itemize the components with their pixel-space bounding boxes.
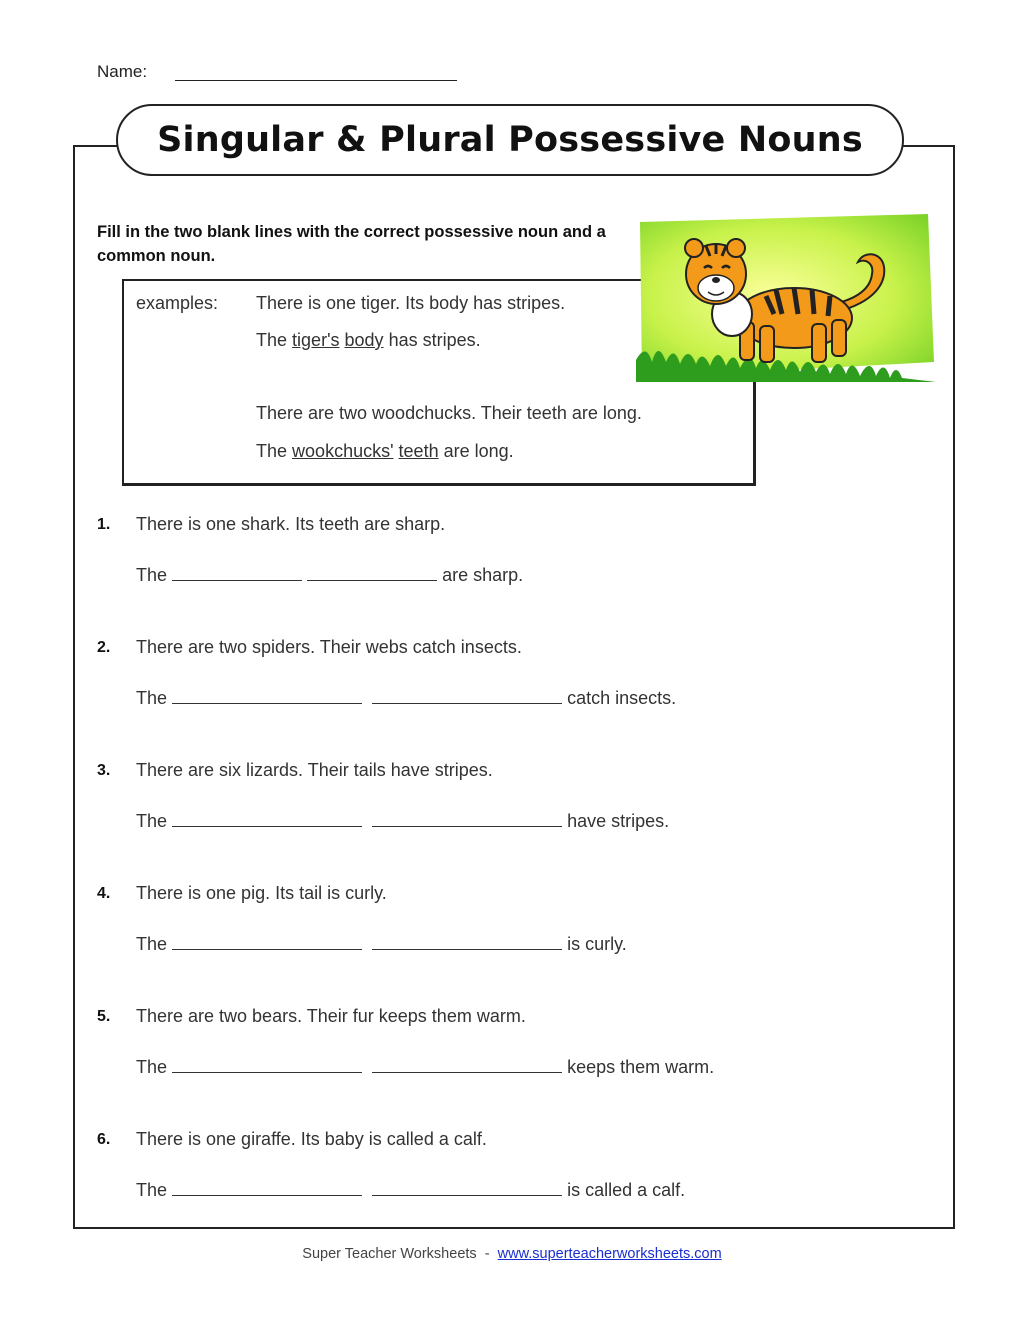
question-number: 2.: [97, 639, 111, 656]
question-sentence: There are two bears. Their fur keeps them warm.: [136, 1006, 526, 1026]
footer-link[interactable]: www.superteacherworksheets.com: [497, 1246, 722, 1262]
answer-blank-noun[interactable]: [372, 1056, 562, 1073]
instructions: Fill in the two blank lines with the correct possessive noun and a common noun.: [97, 223, 606, 265]
footer: [0, 1246, 1024, 1262]
question-sentence: There are two spiders. Their webs catch insects.: [136, 637, 522, 657]
answer-ending: is curly.: [567, 934, 627, 954]
answer-the: The: [136, 811, 168, 831]
question-number: 6.: [97, 1131, 111, 1148]
answer-blank-noun[interactable]: [372, 933, 562, 950]
question-number: 5.: [97, 1008, 111, 1025]
example-2-noun: teeth: [398, 441, 439, 461]
answer-row: [136, 1056, 714, 1078]
example-1-ending: has stripes.: [388, 330, 481, 350]
example-1-sentence: There is one tiger. Its body has stripes.: [256, 293, 566, 313]
examples-label: examples:: [136, 293, 219, 313]
answer-ending: is called a calf.: [567, 1180, 686, 1200]
answer-the: The: [136, 688, 168, 708]
answer-the: The: [136, 934, 168, 954]
example-2-ending: are long.: [443, 441, 514, 461]
title-banner: [116, 104, 904, 176]
answer-ending: keeps them warm.: [567, 1057, 715, 1077]
answer-blank-possessive[interactable]: [172, 687, 362, 704]
example-1-noun: body: [344, 330, 384, 350]
example-2-answer: [256, 441, 514, 462]
answer-ending: have stripes.: [567, 811, 670, 831]
example-2-possessive: wookchucks': [292, 441, 394, 461]
tiger-illustration: [636, 212, 936, 382]
answer-blank-possessive[interactable]: [172, 933, 362, 950]
footer-text: Super Teacher Worksheets: [302, 1246, 477, 1262]
question-sentence: There is one shark. Its teeth are sharp.: [136, 514, 446, 534]
answer-row: [136, 810, 669, 832]
answer-blank-possessive[interactable]: [172, 810, 362, 827]
example-2-sentence: There are two woodchucks. Their teeth are long.: [256, 403, 642, 423]
answer-blank-possessive[interactable]: [172, 564, 302, 581]
footer-separator: -: [484, 1246, 490, 1262]
answer-the: The: [136, 565, 168, 585]
answer-blank-noun[interactable]: [372, 1179, 562, 1196]
example-1-answer: [256, 330, 481, 351]
question-number: 1.: [97, 516, 111, 533]
answer-the: The: [136, 1180, 168, 1200]
example-2-the: The: [256, 441, 288, 461]
answer-ending: are sharp.: [442, 565, 524, 585]
question-number: 3.: [97, 762, 111, 779]
example-1-possessive: tiger's: [292, 330, 340, 350]
answer-blank-possessive[interactable]: [172, 1056, 362, 1073]
answer-ending: catch insects.: [567, 688, 677, 708]
question-sentence: There is one giraffe. Its baby is called a calf.: [136, 1129, 487, 1149]
question-number: 4.: [97, 885, 111, 902]
name-field[interactable]: [175, 80, 457, 81]
answer-blank-noun[interactable]: [372, 810, 562, 827]
answer-the: The: [136, 1057, 168, 1077]
answer-blank-possessive[interactable]: [172, 1179, 362, 1196]
question-sentence: There are six lizards. Their tails have stripes.: [136, 760, 493, 780]
name-label: Name:: [97, 62, 148, 81]
answer-blank-noun[interactable]: [372, 687, 562, 704]
question-sentence: There is one pig. Its tail is curly.: [136, 883, 387, 903]
example-1-the: The: [256, 330, 288, 350]
answer-row: [136, 687, 676, 709]
answer-blank-noun[interactable]: [307, 564, 437, 581]
answer-row: [136, 564, 523, 586]
answer-row: [136, 933, 627, 955]
answer-row: [136, 1179, 685, 1201]
page-title: Singular & Plural Possessive Nouns: [157, 120, 863, 160]
